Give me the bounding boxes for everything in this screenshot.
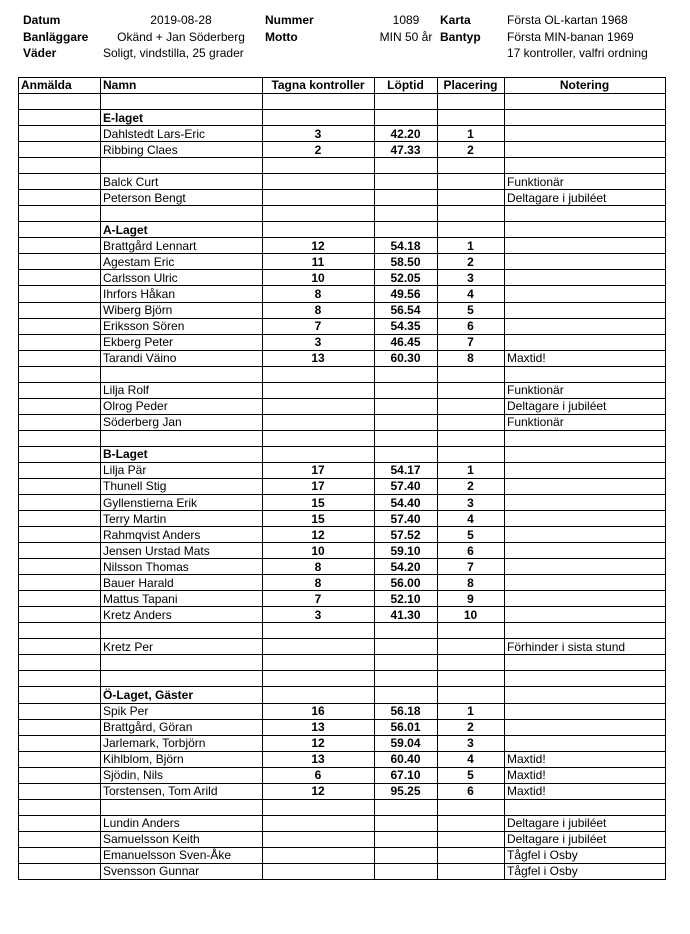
cell-tagna-kontroller: 12 bbox=[311, 528, 325, 542]
label-bantyp: Bantyp bbox=[440, 30, 481, 44]
grid-line bbox=[18, 77, 666, 78]
col-header-notering: Notering bbox=[559, 78, 610, 92]
cell-placering: 8 bbox=[467, 351, 474, 365]
cell-placering: 3 bbox=[467, 736, 474, 750]
cell-loptid: 56.01 bbox=[390, 720, 421, 734]
cell-tagna-kontroller: 10 bbox=[311, 544, 325, 558]
cell-placering: 4 bbox=[467, 287, 474, 301]
cell-namn: Tarandi Väino bbox=[103, 351, 177, 365]
cell-loptid: 54.40 bbox=[390, 496, 421, 510]
cell-loptid: 54.17 bbox=[390, 463, 421, 477]
cell-namn: Brattgård, Göran bbox=[103, 720, 193, 734]
cell-namn: Kretz Per bbox=[103, 640, 154, 654]
cell-namn: Thunell Stig bbox=[103, 479, 167, 493]
cell-namn: Lundin Anders bbox=[103, 816, 180, 830]
grid-line bbox=[18, 799, 666, 800]
cell-placering: 5 bbox=[467, 528, 474, 542]
cell-loptid: 58.50 bbox=[390, 255, 421, 269]
cell-namn: Gyllenstierna Erik bbox=[103, 496, 198, 510]
cell-notering: Maxtid! bbox=[507, 351, 546, 365]
cell-namn: Eriksson Sören bbox=[103, 319, 185, 333]
cell-placering: 8 bbox=[467, 576, 474, 590]
cell-loptid: 42.20 bbox=[390, 127, 421, 141]
cell-notering: Maxtid! bbox=[507, 752, 546, 766]
cell-placering: 10 bbox=[463, 608, 478, 622]
cell-tagna-kontroller: 13 bbox=[311, 752, 325, 766]
cell-namn: Torstensen, Tom Arild bbox=[103, 784, 218, 798]
cell-placering: 9 bbox=[467, 592, 474, 606]
cell-notering: Förhinder i sista stund bbox=[507, 640, 626, 654]
cell-loptid: 56.18 bbox=[390, 704, 421, 718]
cell-loptid: 54.35 bbox=[390, 319, 421, 333]
cell-placering: 6 bbox=[467, 544, 474, 558]
cell-placering: 2 bbox=[467, 143, 474, 157]
cell-tagna-kontroller: 12 bbox=[311, 239, 325, 253]
cell-loptid: 47.33 bbox=[390, 143, 421, 157]
cell-notering: Maxtid! bbox=[507, 784, 546, 798]
cell-tagna-kontroller: 2 bbox=[314, 143, 322, 157]
cell-tagna-kontroller: 8 bbox=[314, 576, 322, 590]
cell-loptid: 95.25 bbox=[390, 784, 421, 798]
section-heading: B-Laget bbox=[103, 447, 148, 461]
value-motto: MIN 50 år bbox=[379, 30, 433, 44]
section-heading: E-laget bbox=[103, 111, 144, 125]
cell-placering: 3 bbox=[467, 496, 474, 510]
cell-placering: 5 bbox=[467, 303, 474, 317]
grid-line bbox=[18, 93, 666, 94]
cell-tagna-kontroller: 3 bbox=[314, 335, 322, 349]
cell-tagna-kontroller: 8 bbox=[314, 287, 322, 301]
cell-loptid: 46.45 bbox=[390, 335, 421, 349]
cell-namn: Lilja Pär bbox=[103, 463, 147, 477]
cell-loptid: 56.00 bbox=[390, 576, 421, 590]
cell-placering: 1 bbox=[467, 239, 474, 253]
cell-notering: Deltagare i jubiléet bbox=[507, 816, 607, 830]
cell-notering: Tågfel i Osby bbox=[507, 864, 578, 878]
cell-tagna-kontroller: 12 bbox=[311, 736, 325, 750]
cell-tagna-kontroller: 17 bbox=[311, 479, 325, 493]
cell-namn: Bauer Harald bbox=[103, 576, 174, 590]
value-nummer: 1089 bbox=[392, 13, 420, 27]
section-heading: A-Laget bbox=[103, 223, 148, 237]
cell-namn: Wiberg Björn bbox=[103, 303, 173, 317]
cell-tagna-kontroller: 17 bbox=[311, 463, 325, 477]
cell-namn: Spik Per bbox=[103, 704, 149, 718]
cell-loptid: 60.40 bbox=[390, 752, 421, 766]
cell-namn: Brattgård Lennart bbox=[103, 239, 197, 253]
grid-line bbox=[18, 879, 666, 880]
cell-loptid: 54.18 bbox=[390, 239, 421, 253]
cell-loptid: 60.30 bbox=[390, 351, 421, 365]
cell-tagna-kontroller: 15 bbox=[311, 496, 325, 510]
cell-namn: Söderberg Jan bbox=[103, 415, 182, 429]
cell-placering: 4 bbox=[467, 752, 474, 766]
cell-namn: Jarlemark, Torbjörn bbox=[103, 736, 206, 750]
grid-line bbox=[18, 670, 666, 671]
cell-tagna-kontroller: 11 bbox=[311, 255, 325, 269]
cell-namn: Svensson Gunnar bbox=[103, 864, 200, 878]
cell-loptid: 57.40 bbox=[390, 479, 421, 493]
col-header-tagna-kontroller: Tagna kontroller bbox=[271, 78, 365, 92]
cell-tagna-kontroller: 3 bbox=[314, 608, 322, 622]
cell-placering: 1 bbox=[467, 704, 474, 718]
cell-loptid: 56.54 bbox=[390, 303, 421, 317]
cell-loptid: 57.52 bbox=[390, 528, 421, 542]
cell-namn: Ribbing Claes bbox=[103, 143, 178, 157]
value-kontroller: 17 kontroller, valfri ordning bbox=[507, 46, 648, 60]
cell-tagna-kontroller: 16 bbox=[311, 704, 325, 718]
cell-namn: Jensen Urstad Mats bbox=[103, 544, 210, 558]
col-header-loptid: Löptid bbox=[387, 78, 424, 92]
cell-tagna-kontroller: 15 bbox=[311, 512, 325, 526]
value-vader: Soligt, vindstilla, 25 grader bbox=[103, 46, 244, 60]
cell-tagna-kontroller: 13 bbox=[311, 720, 325, 734]
cell-loptid: 67.10 bbox=[390, 768, 421, 782]
cell-notering: Tågfel i Osby bbox=[507, 848, 578, 862]
cell-notering: Funktionär bbox=[507, 415, 564, 429]
cell-placering: 2 bbox=[467, 720, 474, 734]
cell-placering: 2 bbox=[467, 479, 474, 493]
cell-placering: 5 bbox=[467, 768, 474, 782]
label-nummer: Nummer bbox=[265, 13, 314, 27]
cell-tagna-kontroller: 3 bbox=[314, 127, 322, 141]
cell-namn: Carlsson Ulric bbox=[103, 271, 178, 285]
cell-namn: Balck Curt bbox=[103, 175, 159, 189]
cell-notering: Maxtid! bbox=[507, 768, 546, 782]
cell-placering: 7 bbox=[467, 560, 474, 574]
value-banlaggare: Okänd + Jan Söderberg bbox=[117, 30, 245, 44]
grid-line bbox=[18, 366, 666, 367]
cell-placering: 1 bbox=[467, 463, 474, 477]
cell-placering: 7 bbox=[467, 335, 474, 349]
col-header-namn: Namn bbox=[103, 78, 137, 92]
label-banlaggare: Banläggare bbox=[23, 30, 89, 44]
label-vader: Väder bbox=[23, 46, 57, 60]
cell-tagna-kontroller: 7 bbox=[314, 592, 322, 606]
cell-loptid: 41.30 bbox=[390, 608, 421, 622]
cell-namn: Emanuelsson Sven-Åke bbox=[103, 848, 232, 862]
cell-loptid: 59.10 bbox=[390, 544, 421, 558]
cell-namn: Agestam Eric bbox=[103, 255, 175, 269]
cell-placering: 1 bbox=[467, 127, 474, 141]
cell-namn: Sjödin, Nils bbox=[103, 768, 164, 782]
cell-placering: 6 bbox=[467, 784, 474, 798]
label-karta: Karta bbox=[440, 13, 471, 27]
section-heading: Ö-Laget, Gäster bbox=[103, 688, 194, 702]
cell-placering: 6 bbox=[467, 319, 474, 333]
cell-notering: Deltagare i jubiléet bbox=[507, 832, 607, 846]
cell-placering: 3 bbox=[467, 271, 474, 285]
cell-tagna-kontroller: 7 bbox=[314, 319, 322, 333]
cell-notering: Deltagare i jubiléet bbox=[507, 399, 607, 413]
col-header-placering: Placering bbox=[443, 78, 498, 92]
col-header-anmalda: Anmälda bbox=[21, 78, 72, 92]
cell-namn: Mattus Tapani bbox=[103, 592, 178, 606]
value-karta: Första OL-kartan 1968 bbox=[507, 13, 628, 27]
grid-line bbox=[18, 430, 666, 431]
cell-tagna-kontroller: 12 bbox=[311, 784, 325, 798]
cell-tagna-kontroller: 13 bbox=[311, 351, 325, 365]
cell-loptid: 52.10 bbox=[390, 592, 421, 606]
cell-namn: Peterson Bengt bbox=[103, 191, 186, 205]
cell-tagna-kontroller: 8 bbox=[314, 303, 322, 317]
label-motto: Motto bbox=[265, 30, 298, 44]
cell-loptid: 54.20 bbox=[390, 560, 421, 574]
cell-notering: Funktionär bbox=[507, 175, 564, 189]
cell-namn: Olrog Peder bbox=[103, 399, 168, 413]
cell-namn: Terry Martin bbox=[103, 512, 167, 526]
cell-namn: Dahlstedt Lars-Eric bbox=[103, 127, 206, 141]
cell-loptid: 59.04 bbox=[390, 736, 421, 750]
cell-loptid: 57.40 bbox=[390, 512, 421, 526]
cell-namn: Lilja Rolf bbox=[103, 383, 150, 397]
cell-loptid: 49.56 bbox=[390, 287, 421, 301]
cell-namn: Ihrfors Håkan bbox=[103, 287, 176, 301]
cell-tagna-kontroller: 10 bbox=[311, 271, 325, 285]
value-bantyp: Första MIN-banan 1969 bbox=[507, 30, 634, 44]
cell-loptid: 52.05 bbox=[390, 271, 421, 285]
cell-namn: Ekberg Peter bbox=[103, 335, 174, 349]
cell-tagna-kontroller: 8 bbox=[314, 560, 322, 574]
cell-placering: 2 bbox=[467, 255, 474, 269]
cell-notering: Deltagare i jubiléet bbox=[507, 191, 607, 205]
label-datum: Datum bbox=[23, 13, 61, 27]
value-datum: 2019-08-28 bbox=[150, 13, 212, 27]
cell-namn: Kretz Anders bbox=[103, 608, 172, 622]
cell-tagna-kontroller: 6 bbox=[314, 768, 322, 782]
cell-namn: Rahmqvist Anders bbox=[103, 528, 201, 542]
cell-namn: Nilsson Thomas bbox=[103, 560, 189, 574]
cell-namn: Kihlblom, Björn bbox=[103, 752, 184, 766]
cell-placering: 4 bbox=[467, 512, 474, 526]
cell-notering: Funktionär bbox=[507, 383, 564, 397]
cell-namn: Samuelsson Keith bbox=[103, 832, 200, 846]
